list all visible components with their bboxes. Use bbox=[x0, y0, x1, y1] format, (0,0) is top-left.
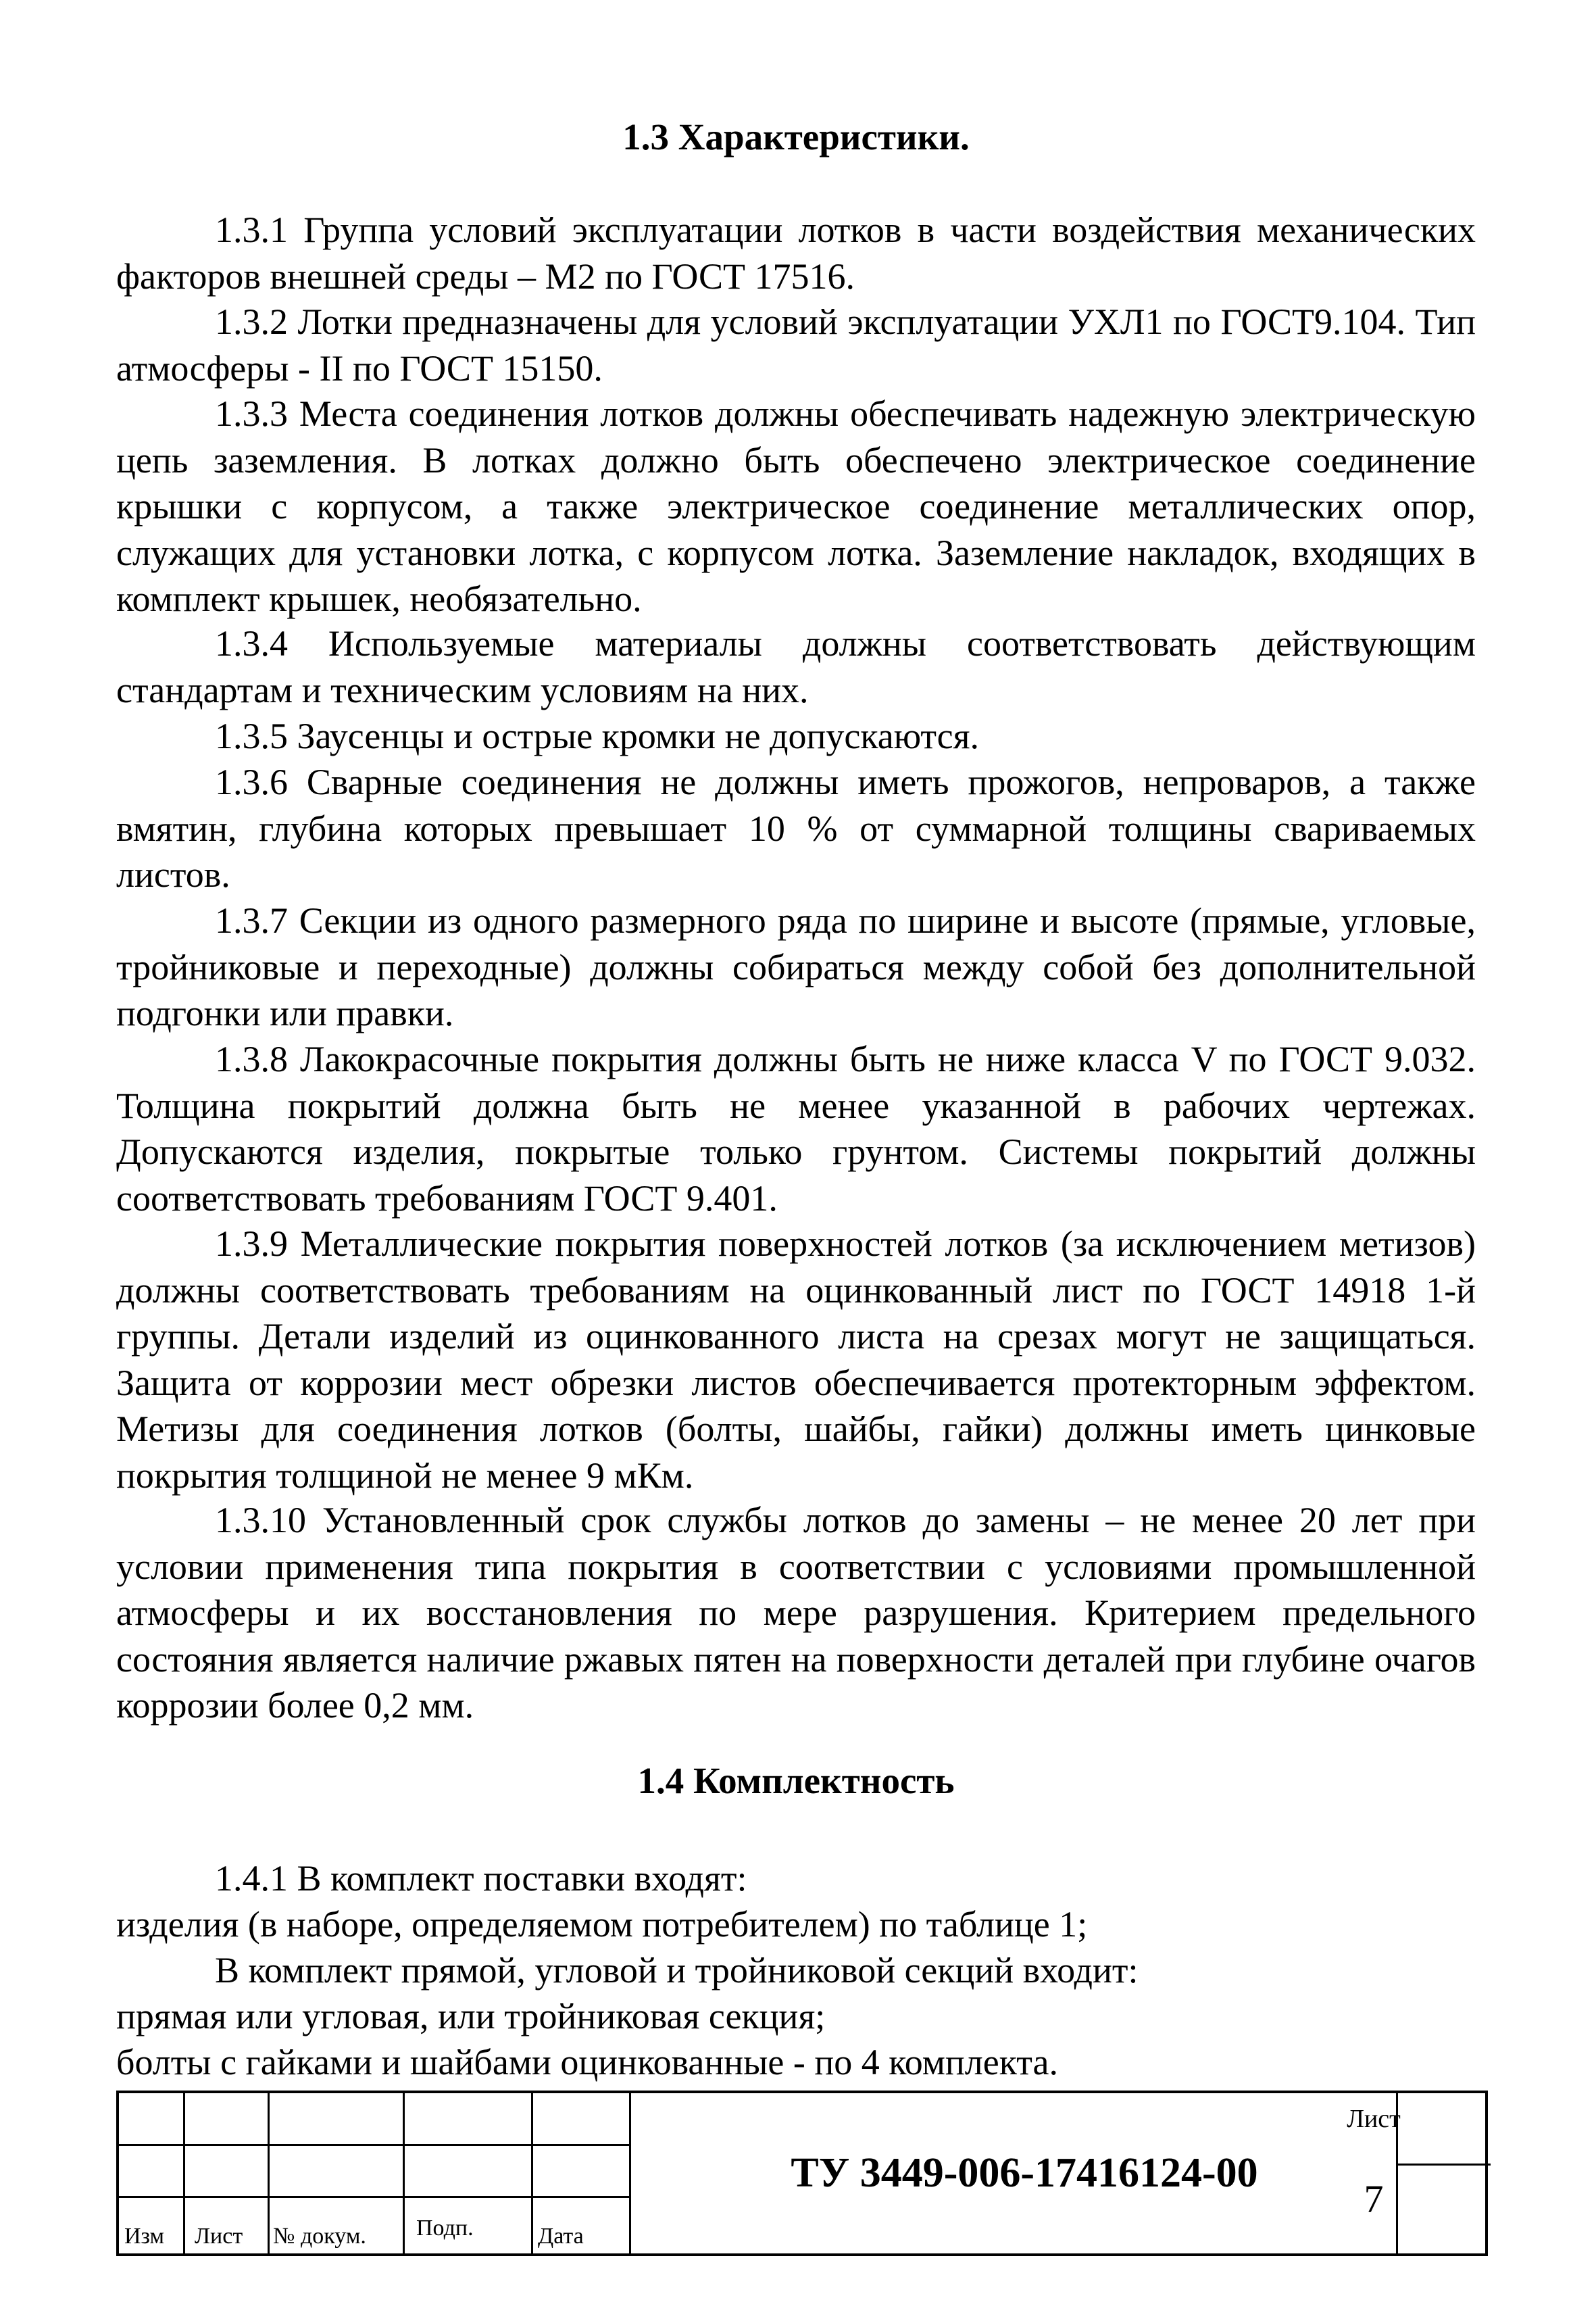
paragraph-1-3-8: 1.3.8 Лакокрасочные покрытия должны быть не ниже класса V по ГОСТ 9.032. Толщина покрытий должна быть не менее указанной в рабочих чертежах. Допускаются изделия, покрытые только грунтом. Системы покрытий должны соответствовать требованиям ГОСТ 9.401. bbox=[116, 1039, 1476, 1219]
completeness-line-3: В комплект прямой, угловой и тройниковой секций входит: bbox=[215, 1950, 1139, 1990]
label-signature: Подп. bbox=[416, 2216, 474, 2241]
sheet-label: Лист bbox=[1347, 2105, 1401, 2133]
paragraph-1-3-9: 1.3.9 Металлические покрытия поверхностей лотков (за исключением метизов) должны соответствовать требованиям на оцинкованный лист по ГОСТ 14918 1-й группы. Детали изделий из оцинкованного листа на срезах могут не защищаться. Защита от коррозии мест обрезки листов обеспечивается протекторным эффектом. Метизы для соединения лотков (болты, шайбы, гайки) должны иметь цинковые покрытия толщиной не менее 9 мКм. bbox=[116, 1223, 1476, 1496]
title-block-rule bbox=[119, 2196, 629, 2198]
completeness-line-1: 1.4.1 В комплект поставки входят: bbox=[215, 1858, 747, 1899]
title-block-rule bbox=[1396, 2164, 1491, 2166]
paragraph-1-3-4: 1.3.4 Используемые материалы должны соответствовать действующим стандартам и техническим условиям на них. bbox=[116, 623, 1476, 710]
completeness-line-5: болты с гайками и шайбами оцинкованные - по 4 комплекта. bbox=[116, 2042, 1058, 2082]
completeness-line-2: изделия (в наборе, определяемом потребителем) по таблице 1; bbox=[116, 1904, 1088, 1945]
sheet-number: 7 bbox=[1364, 2177, 1384, 2221]
paragraph-1-3-6: 1.3.6 Сварные соединения не должны иметь прожогов, непроваров, а также вмятин, глубина которых превышает 10 % от суммарной толщины свариваемых листов. bbox=[116, 762, 1476, 895]
title-block-divider bbox=[531, 2093, 533, 2253]
label-list: Лист bbox=[195, 2224, 243, 2249]
paragraph-1-3-3: 1.3.3 Места соединения лотков должны обеспечивать надежную электрическую цепь заземления. В лотках должно быть обеспечено электрическое соединение крышки с корпусом, а также электрическое соединение металлических опор, служащих для установки лотка, с корпусом лотка. Заземление накладок, входящих в комплект крышек, необязательно. bbox=[116, 393, 1476, 619]
document-code: ТУ 3449-006-17416124-00 bbox=[791, 2150, 1258, 2196]
paragraph-1-3-1: 1.3.1 Группа условий эксплуатации лотков в части воздействия механических факторов внешней среды – М2 по ГОСТ 17516. bbox=[116, 210, 1476, 297]
label-date: Дата bbox=[538, 2224, 584, 2249]
label-izm: Изм bbox=[124, 2224, 165, 2249]
paragraph-1-3-7: 1.3.7 Секции из одного размерного ряда по ширине и высоте (прямые, угловые, тройниковые и переходные) должны собираться между собой без дополнительной подгонки или правки. bbox=[116, 900, 1476, 1033]
paragraph-1-3-2: 1.3.2 Лотки предназначены для условий эксплуатации УХЛ1 по ГОСТ9.104. Тип атмосферы - II по ГОСТ 15150. bbox=[116, 301, 1476, 389]
section-heading-characteristics: 1.3 Характеристики. bbox=[622, 116, 970, 157]
title-block-divider bbox=[268, 2093, 270, 2253]
completeness-line-4: прямая или угловая, или тройниковая секция; bbox=[116, 1996, 826, 2036]
paragraph-1-3-5: 1.3.5 Заусенцы и острые кромки не допускаются. bbox=[215, 716, 979, 756]
title-block-divider bbox=[629, 2093, 631, 2253]
title-block-divider bbox=[183, 2093, 185, 2253]
label-doc-number: № докум. bbox=[273, 2224, 366, 2249]
title-block-rule bbox=[119, 2144, 629, 2146]
paragraph-1-3-10: 1.3.10 Установленный срок службы лотков до замены – не менее 20 лет при условии применения типа покрытия в соответствии с условиями промышленной атмосферы и их восстановления по мере разрушения. Критерием предельного состояния является наличие ржавых пятен на поверхности деталей при глубине очагов коррозии более 0,2 мм. bbox=[116, 1500, 1476, 1726]
section-heading-completeness: 1.4 Комплектность bbox=[637, 1760, 955, 1801]
title-block-divider bbox=[403, 2093, 405, 2253]
